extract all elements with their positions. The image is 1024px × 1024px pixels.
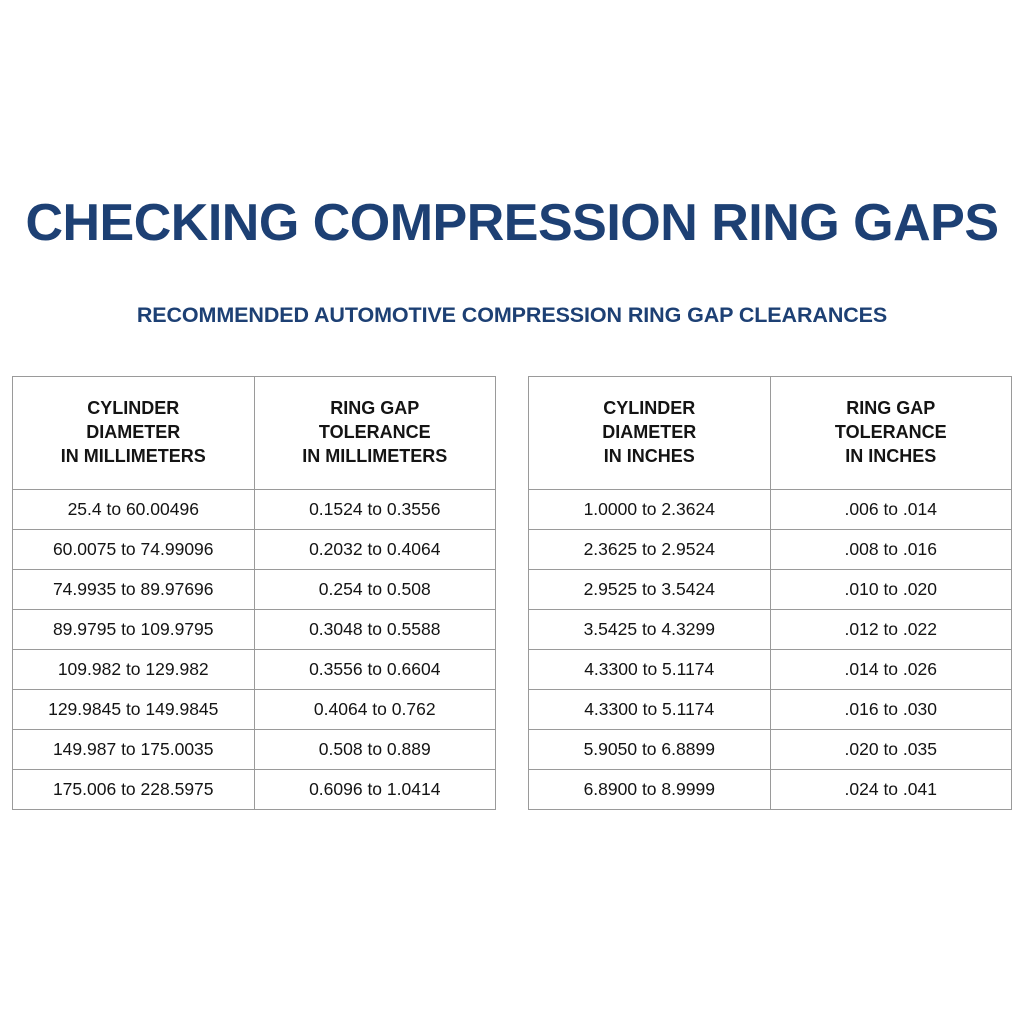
cell-ring-gap-tolerance: 0.4064 to 0.762: [254, 690, 496, 730]
column-header-ring-gap-tolerance-mm: [254, 377, 496, 490]
table-row: [13, 610, 496, 650]
page-subtitle: RECOMMENDED AUTOMOTIVE COMPRESSION RING GAP CLEARANCES: [136, 303, 888, 327]
cell-ring-gap-tolerance: 0.508 to 0.889: [254, 730, 496, 770]
header-line: TOLERANCE: [834, 422, 947, 443]
header-line: IN INCHES: [845, 445, 937, 466]
column-header-cylinder-diameter-mm: [13, 377, 255, 490]
table-header-row: [529, 377, 1012, 490]
table-row: [529, 650, 1012, 690]
table-row: [13, 570, 496, 610]
cell-cylinder-diameter: 4.3300 to 5.1174: [529, 650, 771, 690]
metric-table-head: [13, 377, 496, 490]
table-row: [13, 770, 496, 810]
header-line: IN INCHES: [603, 445, 695, 466]
cell-cylinder-diameter: 74.9935 to 89.97696: [13, 570, 255, 610]
column-header-cylinder-diameter-in: [529, 377, 771, 490]
table-row: [13, 690, 496, 730]
header-line: IN MILLIMETERS: [60, 445, 206, 466]
metric-table-body: [13, 490, 496, 810]
table-row: [529, 530, 1012, 570]
cell-cylinder-diameter: 3.5425 to 4.3299: [529, 610, 771, 650]
header-line: RING GAP: [846, 398, 936, 419]
cell-ring-gap-tolerance: .010 to .020: [770, 570, 1012, 610]
column-header-ring-gap-tolerance-in: [770, 377, 1012, 490]
cell-cylinder-diameter: 4.3300 to 5.1174: [529, 690, 771, 730]
imperial-ring-gap-table: [528, 376, 1012, 810]
cell-ring-gap-tolerance: 0.3556 to 0.6604: [254, 650, 496, 690]
cell-cylinder-diameter: 6.8900 to 8.9999: [529, 770, 771, 810]
cell-ring-gap-tolerance: .020 to .035: [770, 730, 1012, 770]
cell-ring-gap-tolerance: .008 to .016: [770, 530, 1012, 570]
cell-cylinder-diameter: 175.006 to 228.5975: [13, 770, 255, 810]
cell-ring-gap-tolerance: .006 to .014: [770, 490, 1012, 530]
cell-cylinder-diameter: 60.0075 to 74.99096: [13, 530, 255, 570]
header-line: DIAMETER: [602, 422, 697, 443]
imperial-table-body: [529, 490, 1012, 810]
tables-container: [0, 376, 1024, 810]
page-title: CHECKING COMPRESSION RING GAPS: [25, 194, 999, 252]
metric-ring-gap-table: [12, 376, 496, 810]
cell-cylinder-diameter: 1.0000 to 2.3624: [529, 490, 771, 530]
table-row: [529, 730, 1012, 770]
cell-cylinder-diameter: 2.3625 to 2.9524: [529, 530, 771, 570]
header-line: CYLINDER: [603, 398, 696, 419]
cell-ring-gap-tolerance: .012 to .022: [770, 610, 1012, 650]
table-row: [529, 770, 1012, 810]
cell-cylinder-diameter: 25.4 to 60.00496: [13, 490, 255, 530]
table-row: [13, 490, 496, 530]
table-row: [529, 490, 1012, 530]
table-row: [13, 530, 496, 570]
cell-ring-gap-tolerance: 0.6096 to 1.0414: [254, 770, 496, 810]
cell-cylinder-diameter: 5.9050 to 6.8899: [529, 730, 771, 770]
cell-cylinder-diameter: 2.9525 to 3.5424: [529, 570, 771, 610]
cell-ring-gap-tolerance: 0.1524 to 0.3556: [254, 490, 496, 530]
table-row: [13, 730, 496, 770]
cell-ring-gap-tolerance: 0.254 to 0.508: [254, 570, 496, 610]
header-line: RING GAP: [330, 398, 420, 419]
header-line: DIAMETER: [86, 422, 181, 443]
cell-cylinder-diameter: 89.9795 to 109.9795: [13, 610, 255, 650]
table-row: [13, 650, 496, 690]
header-line: CYLINDER: [87, 398, 180, 419]
table-header-row: [13, 377, 496, 490]
cell-ring-gap-tolerance: 0.2032 to 0.4064: [254, 530, 496, 570]
cell-ring-gap-tolerance: .014 to .026: [770, 650, 1012, 690]
header-line: IN MILLIMETERS: [302, 445, 448, 466]
cell-ring-gap-tolerance: 0.3048 to 0.5588: [254, 610, 496, 650]
cell-ring-gap-tolerance: .016 to .030: [770, 690, 1012, 730]
cell-ring-gap-tolerance: .024 to .041: [770, 770, 1012, 810]
imperial-table-head: [529, 377, 1012, 490]
cell-cylinder-diameter: 149.987 to 175.0035: [13, 730, 255, 770]
table-row: [529, 570, 1012, 610]
header-line: TOLERANCE: [318, 422, 431, 443]
table-row: [529, 690, 1012, 730]
cell-cylinder-diameter: 109.982 to 129.982: [13, 650, 255, 690]
cell-cylinder-diameter: 129.9845 to 149.9845: [13, 690, 255, 730]
table-row: [529, 610, 1012, 650]
